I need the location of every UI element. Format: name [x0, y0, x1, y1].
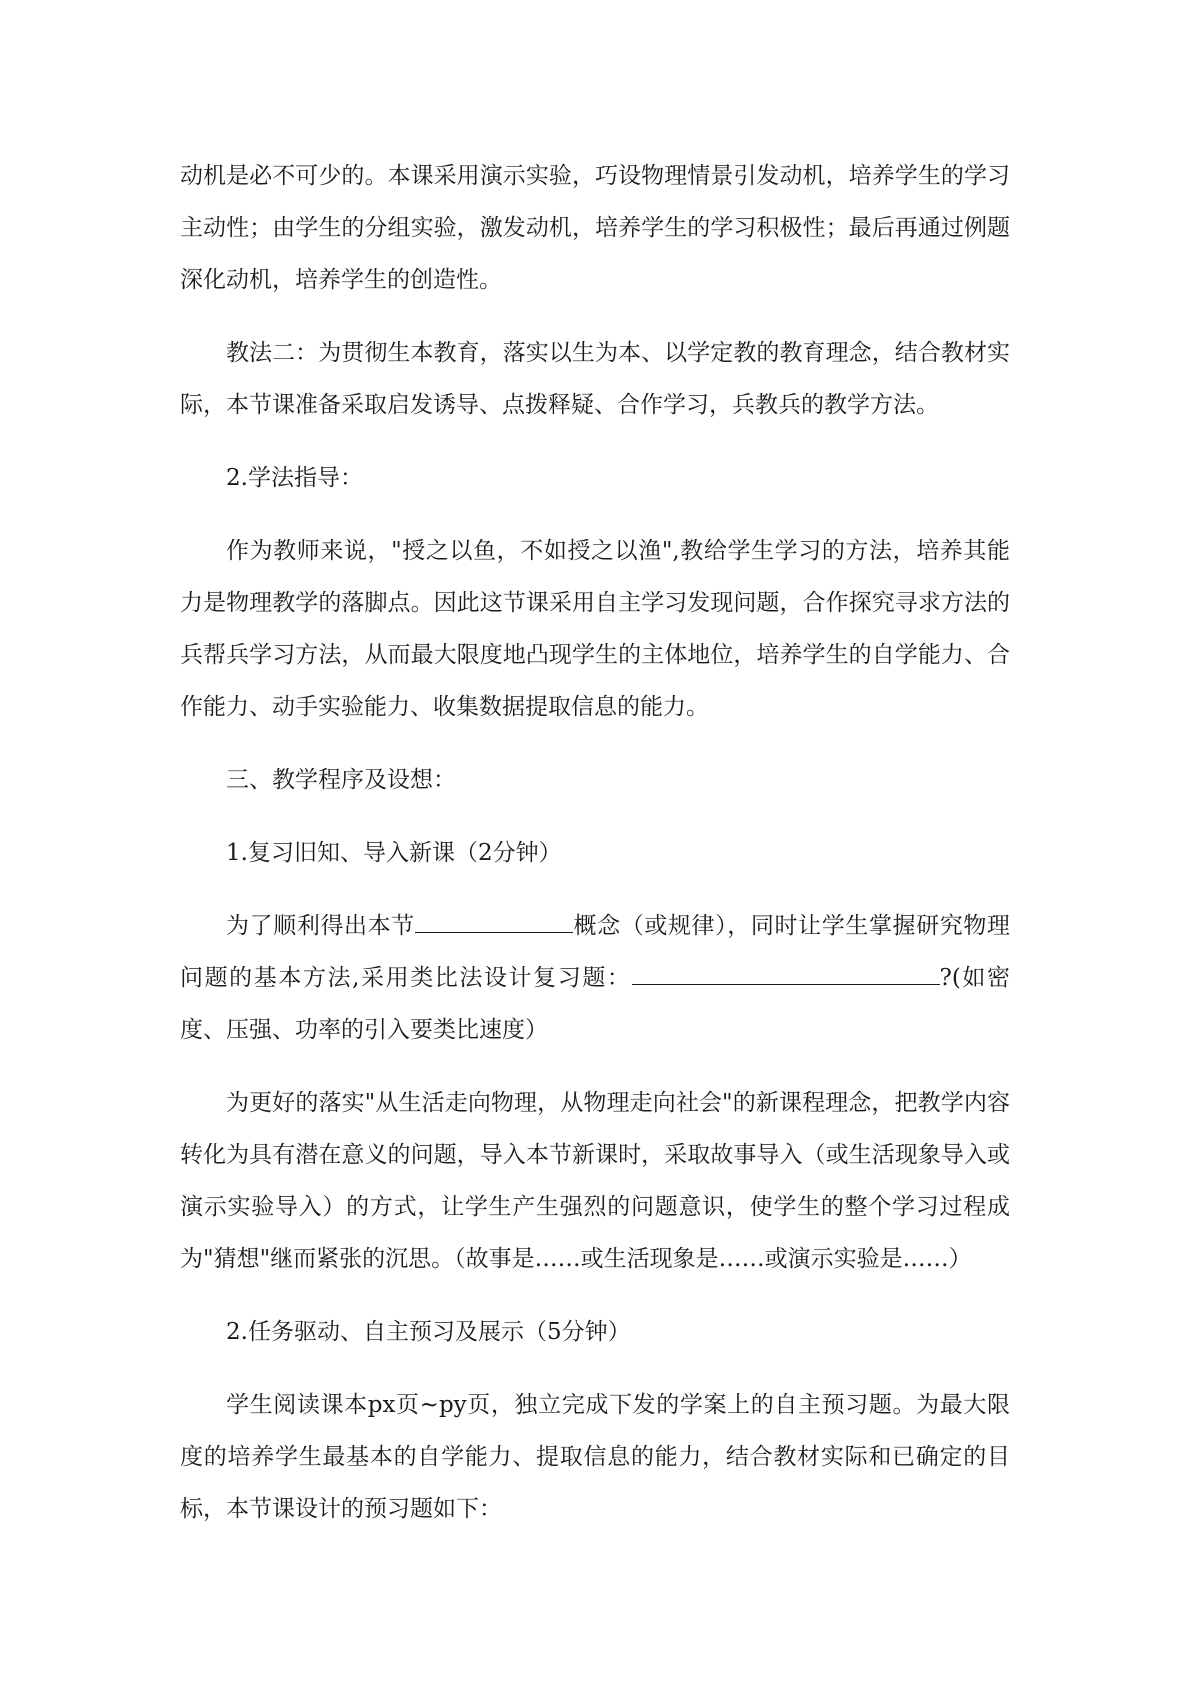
paragraph-review-question [180, 900, 1010, 1056]
paragraph-motivation: 动机是必不可少的。本课采用演示实验，巧设物理情景引发动机，培养学生的学习主动性；由学生的分组实验，激发动机，培养学生的学习积极性；最后再通过例题深化动机，培养学生的创造性。 [180, 163, 1010, 293]
heading-learning-guidance: 2.学法指导： [226, 465, 363, 491]
fill-in-blank-concept [415, 906, 573, 933]
fill-in-blank-review-question [632, 958, 940, 985]
paragraph-lesson-intro: 为更好的落实"从生活走向物理，从物理走向社会"的新课程理念，把教学内容转化为具有潜在意义的问题，导入本节新课时，采取故事导入（或生活现象导入或演示实验导入）的方式，让学生产生强烈的问题意识，使学生的整个学习过程成为"猜想"继而紧张的沉思。（故事是……或生活现象是……或演示实验是……） [180, 1090, 1010, 1272]
paragraph-teaching-method-two: 教法二：为贯彻生本教育，落实以生为本、以学定教的教育理念，结合教材实际，本节课准备采取启发诱导、点拨释疑、合作学习，兵教兵的教学方法。 [180, 340, 1010, 418]
paragraph-preview-reading: 学生阅读课本px页~py页，独立完成下发的学案上的自主预习题。为最大限度的培养学生最基本的自学能力、提取信息的能力，结合教材实际和已确定的目标，本节课设计的预习题如下： [180, 1392, 1010, 1522]
heading-teaching-procedure: 三、教学程序及设想： [226, 767, 456, 793]
review-text-part-2: 概念（或规律），同时让学生掌握研究物理问题的基本方法,采用类比法设计复习题： [180, 913, 1011, 991]
document-page [180, 150, 1010, 1556]
review-text-part-1: 为了顺利得出本节 [226, 913, 415, 939]
review-text-part-3: ?(如密度、压强、功率的引入要类比速度） [180, 965, 1010, 1043]
heading-task-driven: 2.任务驱动、自主预习及展示（5分钟） [226, 1319, 631, 1345]
heading-review-intro: 1.复习旧知、导入新课（2分钟） [226, 840, 562, 866]
paragraph-learning-method: 作为教师来说，"授之以鱼，不如授之以渔",教给学生学习的方法，培养其能力是物理教学的落脚点。因此这节课采用自主学习发现问题，合作探究寻求方法的兵帮兵学习方法，从而最大限度地凸现学生的主体地位，培养学生的自学能力、合作能力、动手实验能力、收集数据提取信息的能力。 [180, 538, 1010, 720]
